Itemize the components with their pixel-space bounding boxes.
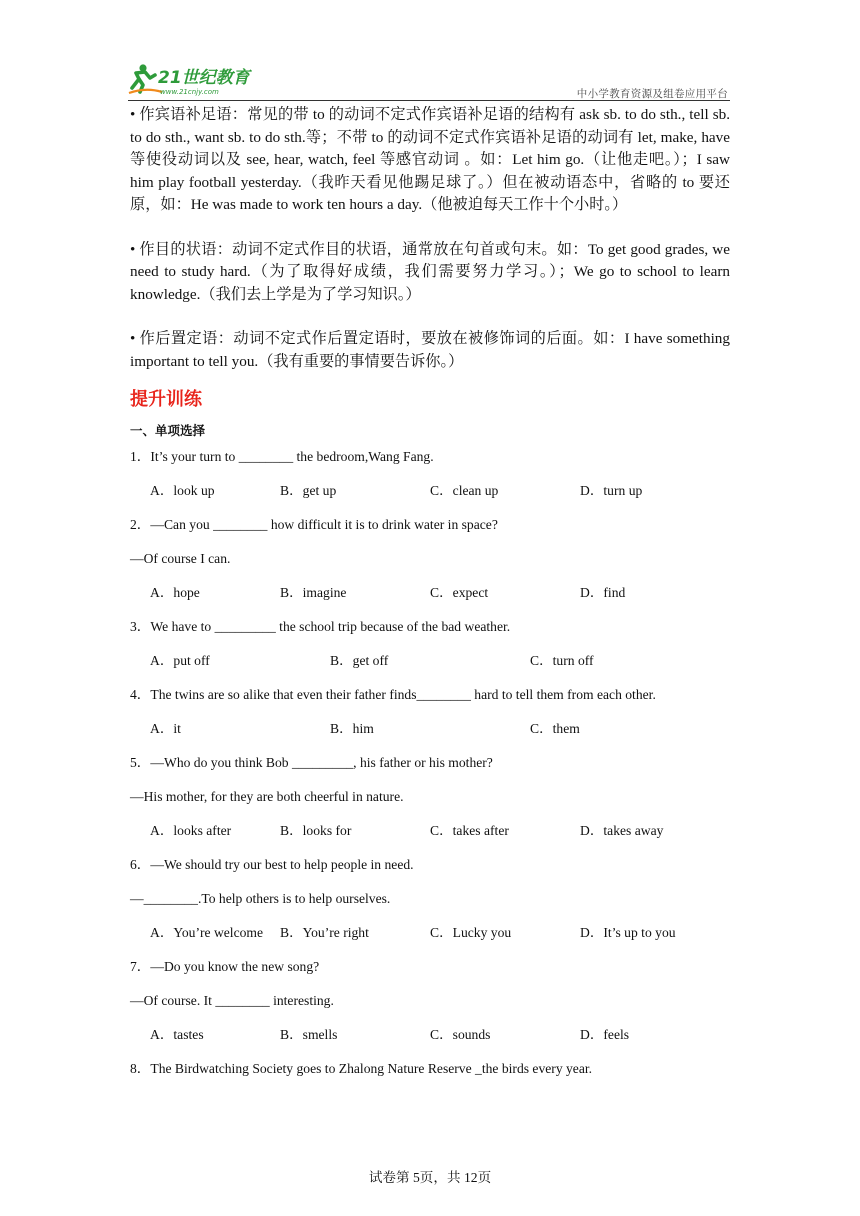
answer-option[interactable]: B．get off [330,653,389,668]
answer-option[interactable]: C．Lucky you [430,925,512,940]
page-header [128,62,730,102]
answer-option[interactable]: B．imagine [280,585,347,600]
grammar-paragraph-object-complement: • 作宾语补足语：常见的带 to 的动词不定式作宾语补足语的结构有 ask sb. to do sth., tell sb. to do sth., want sb. to do sth.等；不带 to 的动词不定式作宾语补足语的动词有 let, make, have 等使役动词以及 see, hear, watch, feel 等感官动词 。如：Let him go.（让他走吧。）；I saw him play football yesterday.（我昨天看见他踢足球了。）但在被动语态中，省略的 to 要还原，如：He was made to work ten hours a day.（他被迫每天工作十个小时。） [130,106,730,213]
answer-option[interactable]: B．looks for [280,823,352,838]
question-stem: 2．—Can you ________ how difficult it is to drink water in space? [130,517,498,532]
answer-option[interactable]: B．him [330,721,374,736]
answer-option[interactable]: B．You’re right [280,925,369,940]
page-content [130,104,730,1094]
answer-option[interactable]: A．it [150,721,181,736]
answer-option[interactable]: A．hope [150,585,200,600]
answer-option[interactable]: C．takes after [430,823,509,838]
question-list [130,448,730,1094]
logo [128,62,278,96]
answer-option[interactable]: C．clean up [430,483,499,498]
question-item [130,958,730,1060]
question-item [130,686,730,754]
answer-options [130,1026,730,1060]
question-stem: 1．It’s your turn to ________ the bedroom,Wang Fang. [130,449,434,464]
question-stem: 8．The Birdwatching Society goes to Zhalong Nature Reserve _the birds every year. [130,1061,593,1076]
answer-option[interactable]: C．turn off [530,653,594,668]
question-item [130,516,730,618]
header-divider [128,100,730,101]
question-item [130,754,730,856]
question-item [130,618,730,686]
answer-option[interactable]: A．You’re welcome [150,925,264,940]
logo-text: 21世纪教育 [158,68,250,88]
answer-options [130,720,730,754]
question-dialogue-line: —Of course I can. [130,551,231,566]
answer-option[interactable]: D．It’s up to you [580,925,676,940]
grammar-paragraph-purpose-adverbial: • 作目的状语：动词不定式作目的状语，通常放在句首或句末。如：To get good grades, we need to study hard.（为了取得好成绩，我们需要努力学习。）；We go to school to learn knowledge.（我们去上学是为了学习知识。） [130,240,730,303]
question-item [130,448,730,516]
question-item [130,1060,730,1094]
question-stem: 3．We have to _________ the school trip because of the bad weather. [130,619,511,634]
sub-title: 一、单项选择 [130,423,206,438]
answer-options [130,482,730,516]
answer-option[interactable]: C．them [530,721,580,736]
answer-option[interactable]: B．smells [280,1027,338,1042]
answer-option[interactable]: A．looks after [150,823,232,838]
question-dialogue-line: —Of course. It ________ interesting. [130,993,334,1008]
logo-url: www.21cnjy.com [160,88,219,96]
answer-options [130,924,730,958]
answer-option[interactable]: D．takes away [580,823,664,838]
section-title: 提升训练 [130,389,202,410]
answer-options [130,822,730,856]
answer-option[interactable]: C．expect [430,585,489,600]
grammar-paragraph-post-attributive: • 作后置定语：动词不定式作后置定语时，要放在被修饰词的后面。如：I have something important to tell you.（我有重要的事情要告诉你。） [130,330,730,370]
answer-options [130,652,730,686]
question-stem: 4．The twins are so alike that even their father finds________ hard to tell them from each other. [130,687,656,702]
question-item [130,856,730,958]
answer-options [130,584,730,618]
answer-option[interactable]: D．feels [580,1027,630,1042]
site-name: 中小学教育资源及组卷应用平台 [576,88,728,100]
answer-option[interactable]: A．look up [150,483,215,498]
question-stem: 6．—We should try our best to help people in need. [130,857,414,872]
answer-option[interactable]: A．put off [150,653,210,668]
question-dialogue-line: —His mother, for they are both cheerful in nature. [130,789,404,804]
answer-option[interactable]: D．turn up [580,483,643,498]
answer-option[interactable]: A．tastes [150,1027,204,1042]
answer-option[interactable]: B．get up [280,483,337,498]
question-stem: 5．—Who do you think Bob _________, his father or his mother? [130,755,493,770]
answer-option[interactable]: D．find [580,585,626,600]
question-stem: 7．—Do you know the new song? [130,959,320,974]
page-footer: 试卷第 5页，共 12页 [368,1170,492,1185]
question-dialogue-line: —________.To help others is to help ourselves. [130,891,391,906]
answer-option[interactable]: C．sounds [430,1027,491,1042]
